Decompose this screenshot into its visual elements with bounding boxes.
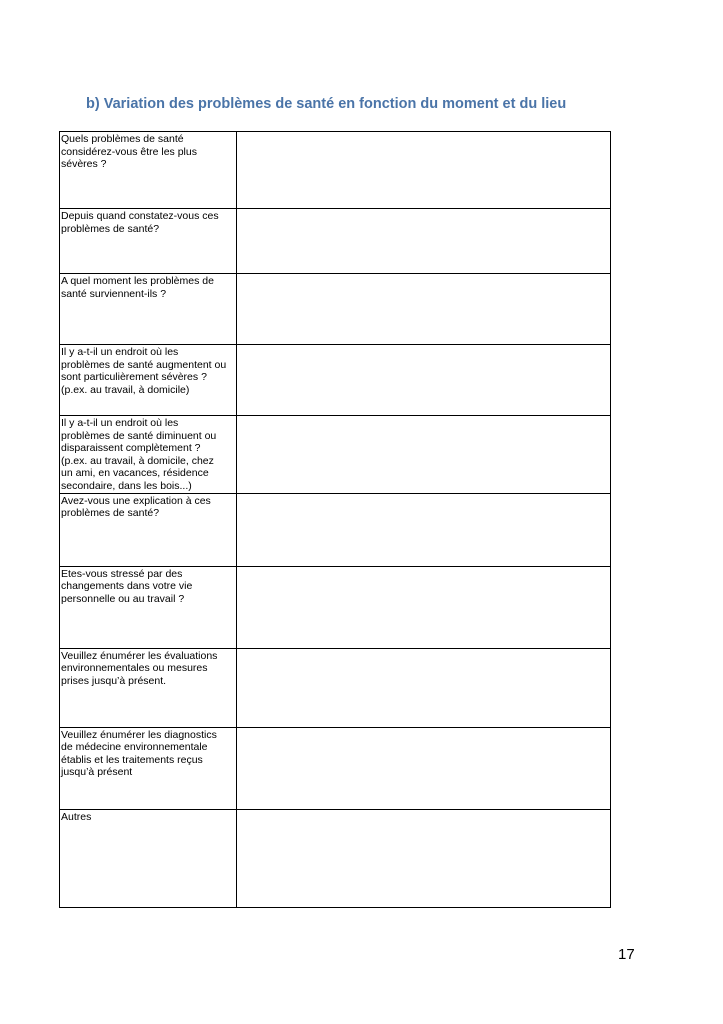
answer-cell[interactable]: [237, 345, 611, 416]
table-row: [60, 648, 611, 727]
table-row: [60, 416, 611, 494]
table-row: [60, 132, 611, 209]
question-cell: A quel moment les problèmes de santé surviennent-ils ?: [60, 274, 237, 345]
answer-cell[interactable]: [237, 648, 611, 727]
question-cell: Veuillez énumérer les évaluations environnementales ou mesures prises jusqu’à présent.: [60, 648, 237, 727]
question-cell: Autres: [60, 809, 237, 907]
answer-cell[interactable]: [237, 493, 611, 566]
question-cell: Depuis quand constatez-vous ces problèmes de santé?: [60, 209, 237, 274]
answer-cell[interactable]: [237, 209, 611, 274]
question-cell: Avez-vous une explication à ces problèmes de santé?: [60, 493, 237, 566]
section-heading: b) Variation des problèmes de santé en fonction du moment et du lieu: [86, 96, 567, 112]
table-row: [60, 209, 611, 274]
answer-cell[interactable]: [237, 566, 611, 648]
questionnaire-table: [59, 131, 611, 908]
answer-cell[interactable]: [237, 809, 611, 907]
question-cell: Il y a-t-il un endroit où les problèmes de santé diminuent ou disparaissent complètement ? (p.ex. au travail, à domicile, chez un ami, en vacances, résidence secondaire, dans les bois...): [60, 416, 237, 494]
question-cell: Il y a-t-il un endroit où les problèmes de santé augmentent ou sont particulièrement sévères ? (p.ex. au travail, à domicile): [60, 345, 237, 416]
answer-cell[interactable]: [237, 274, 611, 345]
page-number: 17: [618, 946, 635, 963]
table-row: [60, 809, 611, 907]
question-cell: Veuillez énumérer les diagnostics de médecine environnementale établis et les traitements reçus jusqu’à présent: [60, 727, 237, 809]
table-row: [60, 345, 611, 416]
table-row: [60, 493, 611, 566]
question-cell: Quels problèmes de santé considérez-vous être les plus sévères ?: [60, 132, 237, 209]
table-row: [60, 566, 611, 648]
table-row: [60, 274, 611, 345]
question-cell: Etes-vous stressé par des changements dans votre vie personnelle ou au travail ?: [60, 566, 237, 648]
table-row: [60, 727, 611, 809]
answer-cell[interactable]: [237, 132, 611, 209]
answer-cell[interactable]: [237, 416, 611, 494]
answer-cell[interactable]: [237, 727, 611, 809]
